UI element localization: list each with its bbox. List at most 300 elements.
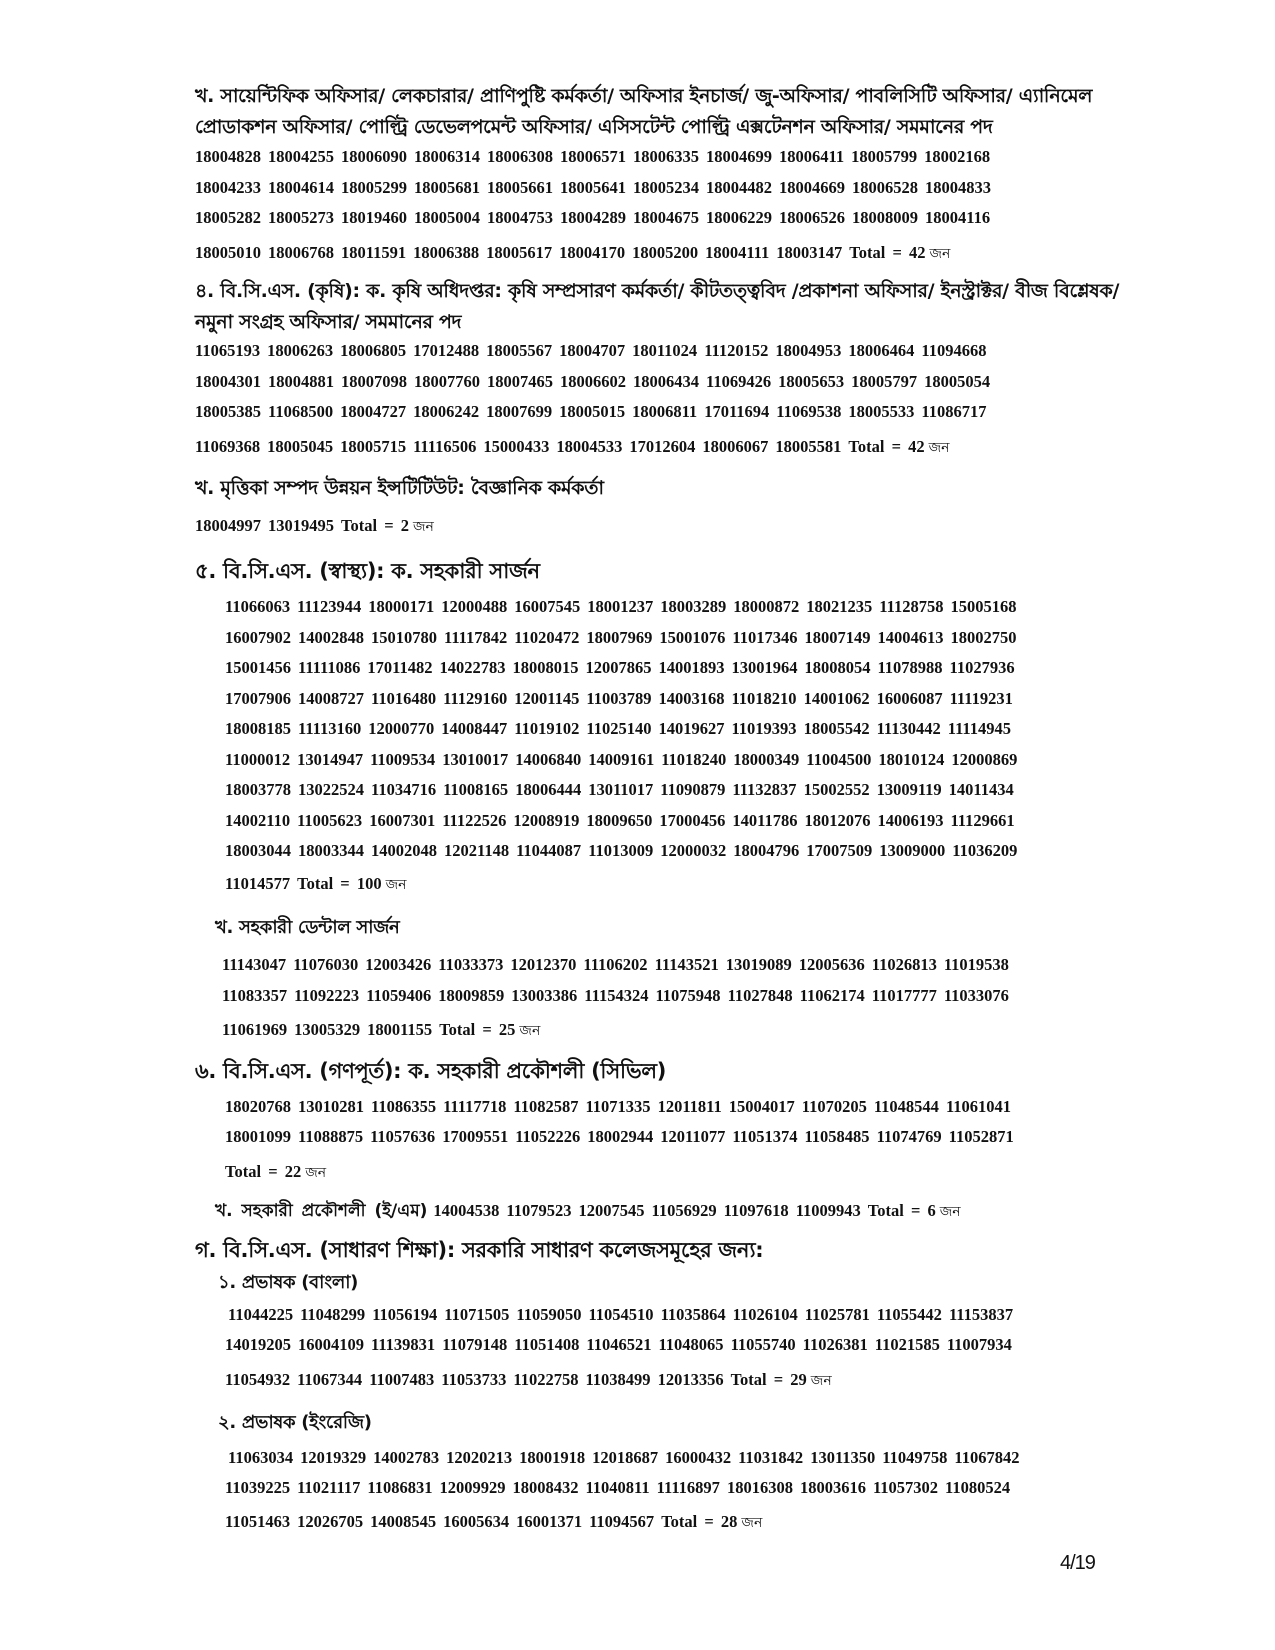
registration-number: 18004482 — [706, 178, 772, 197]
registration-number: 11018240 — [661, 750, 727, 769]
id-row — [225, 750, 1024, 770]
registration-number: 18008054 — [804, 658, 871, 677]
registration-number: 18000171 — [368, 597, 435, 616]
id-row — [225, 597, 1023, 617]
registration-number: 18005617 — [486, 243, 553, 262]
registration-number: 11026381 — [802, 1335, 868, 1354]
registration-number: 18004997 — [195, 516, 261, 535]
registration-number: 13022524 — [298, 780, 364, 799]
registration-number: 12000770 — [368, 719, 435, 738]
registration-number: 18005661 — [487, 178, 553, 197]
registration-number: 14008727 — [298, 689, 364, 708]
registration-number: 18021235 — [806, 597, 873, 616]
registration-number: 18003147 — [776, 243, 843, 262]
registration-number: 11018210 — [731, 689, 797, 708]
registration-number: 11122526 — [442, 811, 507, 830]
registration-number: 14011434 — [948, 780, 1014, 799]
registration-number: 11130442 — [876, 719, 941, 738]
registration-number: 11129661 — [950, 811, 1015, 830]
registration-number: 11069368 — [195, 437, 261, 456]
registration-number: 11061041 — [945, 1097, 1012, 1116]
registration-number: 13014947 — [297, 750, 364, 769]
unit-label: জন — [929, 246, 951, 262]
section-heading: খ. মৃত্তিকা সম্পদ উন্নয়ন ইন্সটিটিউট: বৈজ্ঞানিক কর্মকর্তা — [195, 477, 604, 499]
registration-number: 11082587 — [513, 1097, 579, 1116]
registration-number: 14006193 — [877, 811, 944, 830]
registration-number: 18005273 — [268, 208, 334, 227]
registration-number: 12000032 — [660, 841, 727, 860]
registration-number: 11013009 — [588, 841, 654, 860]
registration-number: 11139831 — [371, 1335, 436, 1354]
registration-number: 11053733 — [441, 1370, 507, 1389]
registration-number: 13009119 — [876, 780, 942, 799]
registration-number: 14006840 — [515, 750, 582, 769]
registration-number: 15004017 — [728, 1097, 795, 1116]
id-row — [225, 1097, 1018, 1117]
total-count: Total = 42 — [848, 437, 925, 456]
id-row — [195, 436, 950, 460]
registration-number: 11051408 — [514, 1335, 580, 1354]
registration-number: 16001371 — [516, 1512, 583, 1531]
section-heading: গ. বি.সি.এস. (সাধারণ শিক্ষা): সরকারি সাধারণ কলেজসমূহের জন্য: — [195, 1238, 764, 1262]
registration-number: 18010124 — [878, 750, 945, 769]
registration-number: 11035864 — [660, 1305, 726, 1324]
registration-number: 11027936 — [949, 658, 1015, 677]
total-row — [225, 1161, 326, 1185]
registration-number: 11062174 — [799, 986, 865, 1005]
registration-number: 11031842 — [738, 1448, 804, 1467]
registration-number: 18006335 — [633, 147, 699, 166]
registration-number: 11153837 — [948, 1305, 1014, 1324]
id-row — [225, 1369, 832, 1393]
id-row — [225, 1127, 1021, 1147]
registration-number: 11021585 — [874, 1335, 940, 1354]
registration-number: 11026813 — [871, 955, 937, 974]
registration-number: 11059050 — [516, 1305, 582, 1324]
registration-number: 11069426 — [706, 372, 772, 391]
registration-number: 11052226 — [515, 1127, 581, 1146]
inline-section — [215, 1198, 961, 1226]
section-heading: খ. সায়েন্টিফিক অফিসার/ লেকচারার/ প্রাণিপুষ্টি কর্মকর্তা/ অফিসার ইনচার্জ/ জু-অফিসার/ পাবলিসিটি অফিসার/ এ্যানিমেল — [195, 85, 1093, 107]
id-row — [222, 1019, 540, 1043]
registration-number: 11092223 — [294, 986, 360, 1005]
registration-number: 18006528 — [852, 178, 918, 197]
registration-number: 11113160 — [298, 719, 362, 738]
section-heading: খ. সহকারী ডেন্টাল সার্জন — [215, 917, 400, 938]
registration-number: 18004255 — [268, 147, 334, 166]
registration-number: 16007545 — [514, 597, 581, 616]
registration-number: 18016308 — [726, 1478, 793, 1497]
registration-number: 18006811 — [632, 402, 698, 421]
registration-number: 13011350 — [810, 1448, 876, 1467]
registration-number: 18004301 — [195, 372, 261, 391]
registration-number: 18004614 — [268, 178, 334, 197]
registration-number: 11058485 — [804, 1127, 870, 1146]
registration-number: 18002944 — [587, 1127, 654, 1146]
registration-number: 11123944 — [297, 597, 362, 616]
registration-number: 11071505 — [444, 1305, 510, 1324]
registration-number: 11027848 — [727, 986, 793, 1005]
registration-number: 14008545 — [370, 1512, 437, 1531]
unit-label: জন — [928, 440, 950, 456]
registration-number: 11061969 — [222, 1020, 288, 1039]
registration-number: 18004753 — [487, 208, 553, 227]
id-row — [225, 1335, 1019, 1355]
registration-number: 13010281 — [298, 1097, 364, 1116]
registration-number: 18007098 — [341, 372, 407, 391]
registration-number: 11036209 — [952, 841, 1018, 860]
section-heading: প্রোডাকশন অফিসার/ পোল্ট্রি ডেভেলপমেন্ট অফিসার/ এসিসটেন্ট পোল্ট্রি এক্সটেনশন অফিসার/ সমমানের পদ — [195, 116, 993, 138]
registration-number: 14001062 — [803, 689, 870, 708]
registration-number: 11003789 — [586, 689, 652, 708]
registration-number: 18006411 — [779, 147, 845, 166]
registration-number: 11056929 — [651, 1201, 717, 1220]
registration-number: 18006464 — [848, 341, 915, 360]
registration-number: 11055740 — [730, 1335, 796, 1354]
registration-number: 18005715 — [340, 437, 407, 456]
registration-number: 18009650 — [586, 811, 653, 830]
registration-number: 11051374 — [732, 1127, 798, 1146]
registration-number: 18006388 — [413, 243, 480, 262]
registration-number: 15001456 — [225, 658, 291, 677]
registration-number: 11022758 — [513, 1370, 579, 1389]
registration-number: 12018687 — [592, 1448, 659, 1467]
registration-number: 18006768 — [268, 243, 334, 262]
registration-number: 12007545 — [578, 1201, 645, 1220]
registration-number: 18005004 — [414, 208, 480, 227]
total-count: Total = 29 — [730, 1370, 807, 1389]
registration-number: 11033373 — [438, 955, 504, 974]
registration-number: 11005623 — [297, 811, 363, 830]
registration-number: 18005799 — [851, 147, 918, 166]
registration-number: 18006602 — [560, 372, 626, 391]
registration-number: 18004953 — [775, 341, 842, 360]
registration-number: 17000456 — [659, 811, 726, 830]
registration-number: 12003426 — [365, 955, 432, 974]
registration-number: 11057302 — [872, 1478, 939, 1497]
registration-number: 14001893 — [658, 658, 725, 677]
registration-number: 12020213 — [446, 1448, 513, 1467]
registration-number: 14002110 — [225, 811, 291, 830]
registration-number: 12013356 — [657, 1370, 724, 1389]
registration-number: 18006526 — [779, 208, 845, 227]
registration-number: 18007465 — [487, 372, 553, 391]
registration-number: 11143521 — [654, 955, 719, 974]
registration-number: 12000488 — [441, 597, 508, 616]
registration-number: 18000349 — [733, 750, 800, 769]
registration-number: 13005329 — [294, 1020, 361, 1039]
registration-number: 11054932 — [225, 1370, 291, 1389]
id-row — [195, 178, 998, 198]
registration-number: 11069538 — [776, 402, 842, 421]
registration-number: 18006242 — [413, 402, 480, 421]
registration-number: 11026104 — [732, 1305, 798, 1324]
registration-number: 14002848 — [298, 628, 364, 647]
id-row — [222, 955, 1016, 975]
registration-number: 17007906 — [225, 689, 291, 708]
id-row — [225, 811, 1022, 831]
registration-number: 15010780 — [371, 628, 437, 647]
registration-number: 18005681 — [414, 178, 480, 197]
registration-number: 11129160 — [443, 689, 508, 708]
registration-number: 18005054 — [924, 372, 991, 391]
registration-number: 11044087 — [516, 841, 582, 860]
registration-number: 18005567 — [486, 341, 553, 360]
registration-number: 18006434 — [633, 372, 699, 391]
registration-number: 11055442 — [876, 1305, 942, 1324]
unit-label: জন — [412, 519, 434, 535]
total-count: Total = 100 — [297, 874, 382, 893]
registration-number: 11076030 — [293, 955, 359, 974]
unit-label: জন — [305, 1165, 327, 1181]
id-row — [222, 986, 1016, 1006]
registration-number: 12001145 — [514, 689, 580, 708]
registration-number: 11020472 — [514, 628, 580, 647]
registration-number: 11017346 — [732, 628, 798, 647]
registration-number: 18003616 — [799, 1478, 866, 1497]
registration-number: 11088875 — [298, 1127, 364, 1146]
registration-number: 11070205 — [801, 1097, 867, 1116]
section-heading: ২. প্রভাষক (ইংরেজি) — [218, 1412, 372, 1433]
registration-number: 18003289 — [660, 597, 727, 616]
registration-number: 11039225 — [225, 1478, 291, 1497]
registration-number: 18003044 — [225, 841, 291, 860]
registration-number: 11051463 — [225, 1512, 291, 1531]
registration-number: 15005168 — [950, 597, 1017, 616]
registration-number: 11106202 — [583, 955, 648, 974]
registration-number: 18004828 — [195, 147, 261, 166]
registration-number: 11007934 — [946, 1335, 1012, 1354]
id-row — [195, 208, 997, 228]
registration-number: 11116897 — [656, 1478, 720, 1497]
registration-number: 12005636 — [798, 955, 865, 974]
registration-number: 11117718 — [443, 1097, 507, 1116]
registration-number: 13003386 — [511, 986, 578, 1005]
registration-number: 11048299 — [300, 1305, 366, 1324]
unit-label: জন — [385, 877, 407, 893]
registration-number: 14011786 — [732, 811, 798, 830]
registration-number: 16006087 — [876, 689, 943, 708]
registration-number: 18005234 — [633, 178, 699, 197]
registration-number: 11067842 — [954, 1448, 1020, 1467]
id-row — [195, 242, 950, 266]
registration-number: 18003344 — [298, 841, 364, 860]
registration-number: 13019089 — [725, 955, 792, 974]
registration-number: 11117842 — [444, 628, 508, 647]
registration-number: 11079148 — [442, 1335, 508, 1354]
registration-number: 14002783 — [373, 1448, 440, 1467]
registration-number: 18019460 — [341, 208, 407, 227]
id-row — [195, 147, 997, 167]
registration-number: 18005581 — [775, 437, 842, 456]
registration-number: 18004116 — [925, 208, 991, 227]
registration-number: 18008015 — [512, 658, 579, 677]
registration-number: 18006444 — [515, 780, 582, 799]
registration-number: 11025781 — [804, 1305, 870, 1324]
registration-number: 18008009 — [852, 208, 918, 227]
registration-number: 11057636 — [370, 1127, 436, 1146]
registration-number: 11000012 — [225, 750, 291, 769]
registration-number: 14008447 — [441, 719, 508, 738]
id-row — [195, 341, 993, 361]
registration-number: 18005533 — [848, 402, 915, 421]
section-heading: নমুনা সংগ্রহ অফিসার/ সমমানের পদ — [195, 311, 462, 333]
page-number: 4/19 — [1060, 1552, 1095, 1574]
registration-number: 11111086 — [298, 658, 361, 677]
registration-number: 18004289 — [560, 208, 626, 227]
registration-number: 11017777 — [871, 986, 937, 1005]
id-row — [228, 1448, 1026, 1468]
section-heading: খ. সহকারী প্রকৌশলী (ই/এম) — [215, 1201, 428, 1221]
registration-number: 17012488 — [413, 341, 480, 360]
registration-number: 11044225 — [228, 1305, 294, 1324]
registration-number: 18005542 — [803, 719, 870, 738]
unit-label: জন — [810, 1373, 832, 1389]
total-count: Total = 22 — [225, 1162, 302, 1181]
registration-number: 11034716 — [371, 780, 437, 799]
registration-number: 18005797 — [851, 372, 918, 391]
registration-number: 17009551 — [442, 1127, 509, 1146]
registration-number: 18008185 — [225, 719, 291, 738]
registration-number: 18004111 — [705, 243, 770, 262]
registration-number: 15000433 — [483, 437, 550, 456]
registration-number: 11054510 — [588, 1305, 654, 1324]
registration-number: 11066063 — [225, 597, 291, 616]
registration-number: 11119231 — [949, 689, 1013, 708]
registration-number: 13001964 — [731, 658, 798, 677]
registration-number: 18006571 — [560, 147, 626, 166]
registration-number: 14003168 — [658, 689, 725, 708]
registration-number: 18020768 — [225, 1097, 291, 1116]
registration-number: 14004613 — [877, 628, 944, 647]
registration-number: 18004675 — [633, 208, 699, 227]
registration-number: 18011591 — [341, 243, 407, 262]
registration-number: 18005200 — [632, 243, 699, 262]
registration-number: 18002750 — [950, 628, 1017, 647]
registration-number: 18005282 — [195, 208, 261, 227]
registration-number: 11048065 — [658, 1335, 724, 1354]
registration-number: 11048544 — [873, 1097, 939, 1116]
id-row — [195, 402, 993, 422]
registration-number: 12021148 — [444, 841, 510, 860]
unit-label: জন — [939, 1204, 961, 1220]
registration-number: 18006229 — [706, 208, 772, 227]
registration-number: 18009859 — [438, 986, 505, 1005]
registration-number: 17011482 — [367, 658, 433, 677]
registration-number: 11090879 — [660, 780, 726, 799]
registration-number: 11063034 — [228, 1448, 294, 1467]
registration-number: 11059406 — [366, 986, 432, 1005]
id-row — [225, 719, 1018, 739]
registration-number: 11056194 — [372, 1305, 438, 1324]
registration-number: 11071335 — [585, 1097, 651, 1116]
registration-number: 12009929 — [439, 1478, 506, 1497]
registration-number: 12008919 — [513, 811, 580, 830]
registration-number: 11009534 — [370, 750, 436, 769]
registration-number: 18005010 — [195, 243, 261, 262]
id-row — [195, 372, 997, 392]
registration-number: 13011017 — [588, 780, 654, 799]
registration-number: 11038499 — [585, 1370, 651, 1389]
registration-number: 11007483 — [369, 1370, 435, 1389]
id-row — [225, 841, 1024, 861]
total-count: Total = 25 — [439, 1020, 516, 1039]
registration-number: 13009000 — [879, 841, 946, 860]
registration-number: 18004170 — [559, 243, 626, 262]
total-count: Total = 2 — [341, 516, 409, 535]
registration-number: 11067344 — [297, 1370, 363, 1389]
registration-number: 18008432 — [512, 1478, 579, 1497]
id-row — [195, 515, 434, 539]
registration-number: 18011024 — [632, 341, 698, 360]
registration-number: 11046521 — [586, 1335, 652, 1354]
registration-number: 18005641 — [560, 178, 626, 197]
section-heading: ৬. বি.সি.এস. (গণপূর্ত): ক. সহকারী প্রকৌশলী (সিভিল) — [195, 1059, 667, 1083]
total-count: Total = 28 — [661, 1512, 738, 1531]
registration-number: 16000432 — [665, 1448, 732, 1467]
registration-number: 18012076 — [804, 811, 871, 830]
registration-number: 11094668 — [921, 341, 987, 360]
section-heading: ৪. বি.সি.এস. (কৃষি): ক. কৃষি অধিদপ্তর: কৃষি সম্প্রসারণ কর্মকর্তা/ কীটতত্ত্ববিদ /প্রকাশনা অফিসার/ ইনস্ট্রাক্টর/ বীজ বিশ্লেষক/ — [195, 280, 1120, 302]
registration-number: 11079523 — [506, 1201, 572, 1220]
registration-number: 18005045 — [267, 437, 334, 456]
registration-number: 14009161 — [588, 750, 655, 769]
registration-number: 18002168 — [924, 147, 991, 166]
registration-number: 11068500 — [268, 402, 334, 421]
registration-number: 18004533 — [556, 437, 623, 456]
registration-number: 11097618 — [723, 1201, 789, 1220]
registration-number: 11049758 — [882, 1448, 948, 1467]
registration-number: 15002552 — [803, 780, 870, 799]
registration-number: 11014577 — [225, 874, 291, 893]
unit-label: জন — [741, 1515, 763, 1531]
registration-number: 14019627 — [658, 719, 725, 738]
registration-number: 18004833 — [925, 178, 991, 197]
registration-number: 11065193 — [195, 341, 261, 360]
registration-number: 18005385 — [195, 402, 261, 421]
registration-number: 12000869 — [951, 750, 1018, 769]
registration-number: 11154324 — [584, 986, 649, 1005]
registration-number: 15001076 — [659, 628, 726, 647]
registration-number: 11116506 — [413, 437, 477, 456]
registration-number: 12011811 — [657, 1097, 722, 1116]
registration-number: 18001155 — [367, 1020, 433, 1039]
id-row — [225, 873, 406, 897]
registration-number: 18005299 — [341, 178, 407, 197]
registration-number: 12011077 — [660, 1127, 726, 1146]
registration-number: 18005015 — [559, 402, 626, 421]
registration-number: 18006308 — [487, 147, 553, 166]
id-row — [225, 1478, 1017, 1498]
registration-number: 13019495 — [268, 516, 334, 535]
registration-number: 11074769 — [876, 1127, 942, 1146]
registration-number: 12012370 — [510, 955, 577, 974]
section-heading: ৫. বি.সি.এস. (স্বাস্থ্য): ক. সহকারী সার্জন — [195, 559, 540, 583]
registration-number: 18007699 — [486, 402, 553, 421]
registration-number: 11021117 — [297, 1478, 361, 1497]
total-count: Total = 42 — [849, 243, 926, 262]
registration-number: 14002048 — [371, 841, 437, 860]
registration-number: 11080524 — [945, 1478, 1011, 1497]
registration-number: 12026705 — [297, 1512, 364, 1531]
registration-number: 11019393 — [731, 719, 797, 738]
registration-number: 11078988 — [877, 658, 943, 677]
registration-number: 18004707 — [559, 341, 626, 360]
registration-number: 11086717 — [921, 402, 987, 421]
id-row — [225, 780, 1021, 800]
registration-number: 18006090 — [341, 147, 407, 166]
registration-number: 14022783 — [439, 658, 506, 677]
